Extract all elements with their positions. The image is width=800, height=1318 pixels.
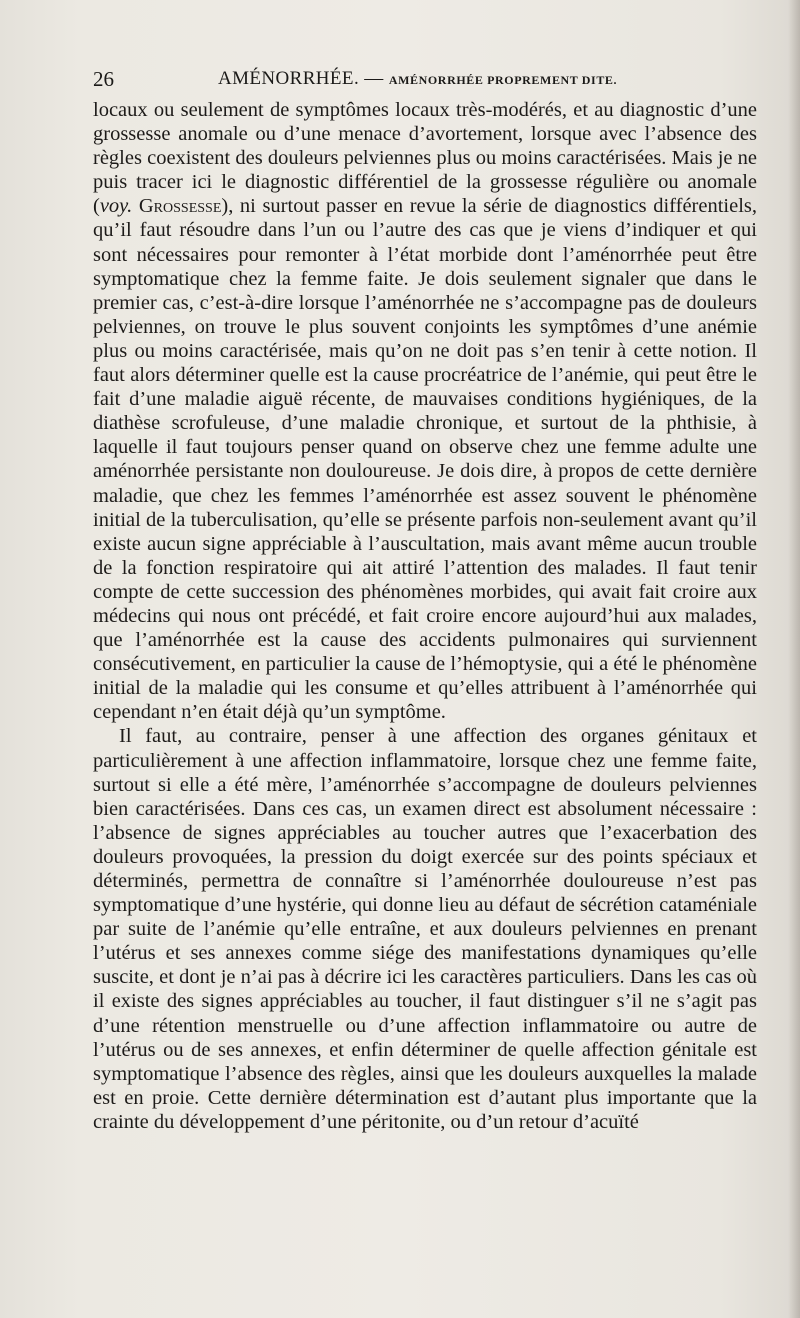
body-text — [93, 98, 757, 1134]
paragraph-2: Il faut, au contraire, penser à une affection des organes génitaux et particulièrement à une affection inflammatoire, lorsque chez une femme faite, surtout si elle a été mère, l’aménorrhée s’accompagne de douleurs pelviennes bien caractérisées. Dans ces cas, un examen direct est absolument nécessaire : l’absence de signes appréciables au toucher autres que l’exacerbation des douleurs provoquées, la pression du doigt exercée sur des points spéciaux et déterminés, permettra de connaître si l’aménorrhée douloureuse n’est pas symptomatique d’une hystérie, qui donne lieu au défaut de sécrétion cataméniale par suite de l’anémie qu’elle entraîne, et aux douleurs pelviennes en prenant l’utérus et ses annexes comme siége des manifestations dynamiques qu’elle suscite, et dont je n’ai pas à décrire ici les caractères particuliers. Dans les cas où il existe des signes appréciables au toucher, il faut distinguer s’il ne s’agit pas d’une rétention menstruelle ou d’une affection inflammatoire ou autre de l’utérus ou de ses annexes, et enfin déterminer de quelle affection génitale est symptomatique l’absence des règles, ainsi que les douleurs auxquelles la malade est en proie. Cette dernière détermination est d’autant plus importante que la crainte du développement d’une péritonite, ou d’un retour d’acuïté — [93, 725, 757, 1133]
cross-reference-voy: voy. — [99, 195, 133, 218]
cross-reference-grossesse: Grossesse — [138, 195, 222, 218]
running-subtitle: AMÉNORRHÉE PROPREMENT DITE. — [388, 73, 618, 87]
running-title-separator: — — [364, 68, 384, 89]
paragraph-1-part-a: locaux ou seulement de symptômes locaux très-modérés, et au diagnostic d’une grossesse anomale ou d’une menace d’avortement, lorsque avec l’absence des règles coexistent des douleurs pelviennes plus ou moins caractérisées. Mais je ne puis tracer ici le diagnostic différentiel de la grossesse régulière ou anomale ( — [93, 99, 757, 218]
page-number: 26 — [93, 67, 114, 91]
running-title-main: AMÉNORRHÉE. — [218, 68, 360, 89]
paragraph-1-part-b: ), ni surtout passer en revue la série de diagnostics différentiels, qu’il faut résoudre dans l’un ou l’autre des cas que je viens d’indiquer et qui sont nécessaires pour remonter à l’état morbide dont l’aménorrhée peut être symptomatique chez la femme faite. Je dois seulement signaler que dans le premier cas, c’est-à-dire lorsque l’aménorrhée ne s’accompagne pas de douleurs pelviennes, on trouve le plus souvent conjoints les symptômes d’une anémie plus ou moins caractérisée, mais qu’on ne doit pas s’en tenir à cette notion. Il faut alors déterminer quelle est la cause procréatrice de l’anémie, qui peut être le fait d’une maladie aiguë récente, de mauvaises conditions hygiéniques, de la diathèse scrofuleuse, d’une maladie chronique, et surtout de la phthisie, à laquelle il faut toujours penser quand on observe chez une femme adulte une aménorrhée persistante non douloureuse. Je dois dire, à propos de cette dernière maladie, que chez les femmes l’aménorrhée est assez souvent le phénomène initial de la tuberculisation, qu’elle se présente parfois non-seulement avant qu’il existe aucun signe appréciable à l’auscultation, mais avant même aucun trouble de la fonction respiratoire qui ait attiré l’attention des malades. Il faut tenir compte de cette succession des phénomènes morbides, qui avait fait croire aux médecins qui nous ont précédé, et fait croire encore aujourd’hui aux malades, que l’aménorrhée est la cause des accidents pulmonaires qui surviennent consécutivement, en particulier la cause de l’hémoptysie, qui a été le phénomène initial de la maladie qui les consume et qu’elles attribuent à l’aménorrhée qui cependant n’en était déjà qu’un symptôme. — [93, 195, 758, 724]
page-edge-shadow — [788, 0, 800, 1318]
running-title — [218, 66, 617, 93]
paragraph-1 — [93, 98, 757, 724]
running-header — [93, 66, 757, 92]
